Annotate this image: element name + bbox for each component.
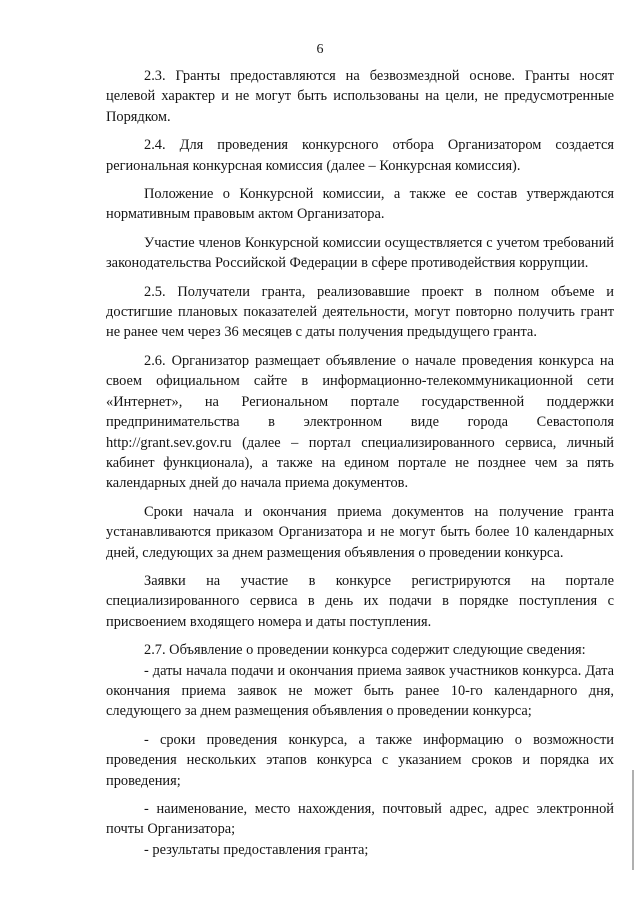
page-number: 6 xyxy=(316,42,324,57)
paragraph-2-3: 2.3. Гранты предоставляются на безвозмездной основе. Гранты носят целевой характер и не могут быть использованы на цели, не предусмотренные Порядком. xyxy=(106,68,614,125)
list-item-grant-results: - результаты предоставления гранта; xyxy=(144,841,369,858)
document-body xyxy=(106,66,614,860)
paragraph-2-4: 2.4. Для проведения конкурсного отбора Организатором создается региональная конкурсная комиссия (далее – Конкурсная комиссия). xyxy=(106,137,614,174)
scan-edge-mark xyxy=(632,770,634,870)
paragraph-application-registration: Заявки на участие в конкурсе регистрируются на портале специализированного сервиса в день их подачи в порядке поступления с присвоением входящего номера и даты поступления. xyxy=(106,572,614,630)
list-item-dates: - даты начала подачи и окончания приема заявок участников конкурса. Дата окончания приема заявок не может быть ранее 10-го календарного дня, следующего за днем размещения объявления о проведении конкурса; xyxy=(106,662,614,720)
paragraph-commission-regulation: Положение о Конкурсной комиссии, а также ее состав утверждаются нормативным правовым актом Организатора. xyxy=(106,186,614,223)
paragraph-2-7: 2.7. Объявление о проведении конкурса содержит следующие сведения: xyxy=(144,642,586,659)
paragraph-2-5: 2.5. Получатели гранта, реализовавшие проект в полном объеме и достигшие плановых показателей деятельности, могут повторно получить грант не ранее чем через 36 месяцев с даты получения предыдущего гранта. xyxy=(106,283,614,341)
list-item-stages: - сроки проведения конкурса, а также информацию о возможности проведения нескольких этапов конкурса с указанием сроков и порядка их проведения; xyxy=(106,731,614,789)
paragraph-2-6: 2.6. Организатор размещает объявление о начале проведения конкурса на своем официальном сайте в информационно-телекоммуникационной сети «Интернет», на Региональном портале государственной поддержки предпринимательства в электронном виде города Севастополя http://grant.sev.gov.ru (далее – портал специализированного сервиса, личный кабинет функционала), а также на едином портале не позднее чем за пять календарных дней до начала приема документов. xyxy=(106,352,614,492)
list-item-organizer-contacts: - наименование, место нахождения, почтовый адрес, адрес электронной почты Организатора; xyxy=(106,801,614,838)
paragraph-commission-anticorruption: Участие членов Конкурсной комиссии осуществляется с учетом требований законодательства Российской Федерации в сфере противодействия коррупции. xyxy=(106,234,614,272)
paragraph-application-terms: Сроки начала и окончания приема документов на получение гранта устанавливаются приказом Организатора и не могут быть более 10 календарных дней, следующих за днем размещения объявления о проведении конкурса. xyxy=(106,503,614,561)
